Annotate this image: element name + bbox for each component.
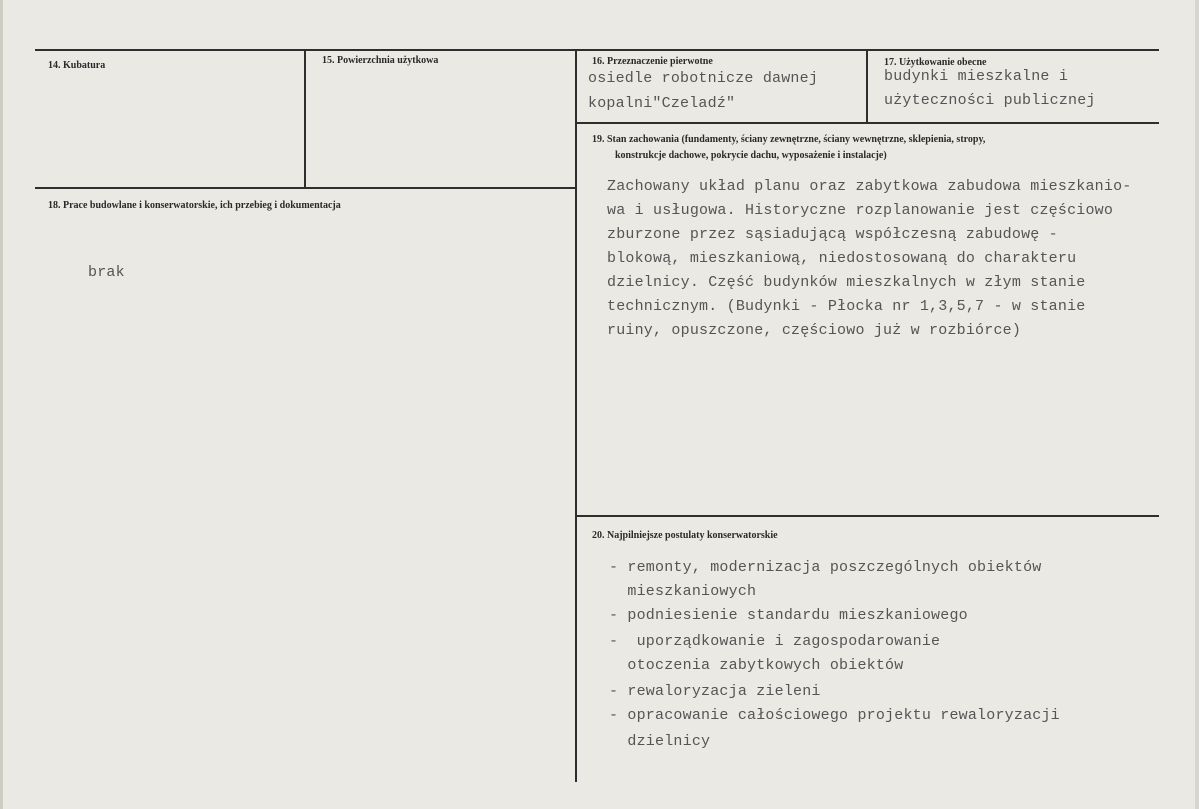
field-17-label: 17. Użytkowanie obecne: [884, 57, 987, 68]
rule-above-20: [577, 515, 1159, 517]
field-19-line: Zachowany układ planu oraz zabytkowa zabudowa mieszkanio-: [607, 178, 1132, 195]
field-19-label: 19. Stan zachowania (fundamenty, ściany zewnętrzne, ściany wewnętrzne, sklepienia, stropy,: [592, 134, 986, 145]
field-19-line: wa i usługowa. Historyczne rozplanowanie jest częściowo: [607, 202, 1114, 219]
field-20-line: - opracowanie całościowego projektu rewaloryzacji: [609, 707, 1060, 724]
field-16-line: osiedle robotnicze dawnej: [588, 70, 819, 87]
field-15-label: 15. Powierzchnia użytkowa: [322, 55, 439, 66]
field-19-line: technicznym. (Budynki - Płocka nr 1,3,5,7 - w stanie: [607, 298, 1086, 315]
field-14-label: 14. Kubatura: [48, 60, 106, 71]
card-right-edge: [1195, 0, 1199, 809]
rule-under-14-15: [35, 187, 577, 189]
field-20-line: otoczenia zabytkowych obiektów: [609, 657, 904, 674]
field-17-line: budynki mieszkalne i: [884, 68, 1069, 85]
field-18-value: brak: [88, 264, 125, 281]
field-20-line: - uporządkowanie i zagospodarowanie: [609, 633, 941, 650]
field-20-line: - remonty, modernizacja poszczególnych obiektów: [609, 559, 1042, 576]
field-16-line: kopalni"Czeladź": [588, 95, 736, 112]
field-19-line: ruiny, opuszczone, częściowo już w rozbiórce): [607, 322, 1022, 339]
field-19-line: zburzone przez sąsiadującą współczesną zabudowę -: [607, 226, 1058, 243]
card-left-edge: [0, 0, 3, 809]
top-rule: [35, 49, 1159, 51]
field-20-line: - rewaloryzacja zieleni: [609, 683, 821, 700]
field-20-label: 20. Najpilniejsze postulaty konserwatorskie: [592, 530, 778, 541]
rule-under-16-17: [577, 122, 1159, 124]
field-20-line: dzielnicy: [609, 733, 711, 750]
field-19-line: blokową, mieszkaniową, niedostosowaną do charakteru: [607, 250, 1077, 267]
divider-main: [575, 49, 577, 782]
divider-14-15: [304, 49, 306, 188]
field-16-label: 16. Przeznaczenie pierwotne: [592, 56, 713, 67]
field-19-line: dzielnicy. Część budynków mieszkalnych w złym stanie: [607, 274, 1086, 291]
field-17-line: użyteczności publicznej: [884, 92, 1096, 109]
divider-16-17: [866, 49, 868, 124]
field-20-line: mieszkaniowych: [609, 583, 757, 600]
field-18-label: 18. Prace budowlane i konserwatorskie, ich przebieg i dokumentacja: [48, 200, 341, 211]
field-19-label-continued: konstrukcje dachowe, pokrycie dachu, wyposażenie i instalacje): [615, 150, 887, 161]
field-20-line: - podniesienie standardu mieszkaniowego: [609, 607, 968, 624]
